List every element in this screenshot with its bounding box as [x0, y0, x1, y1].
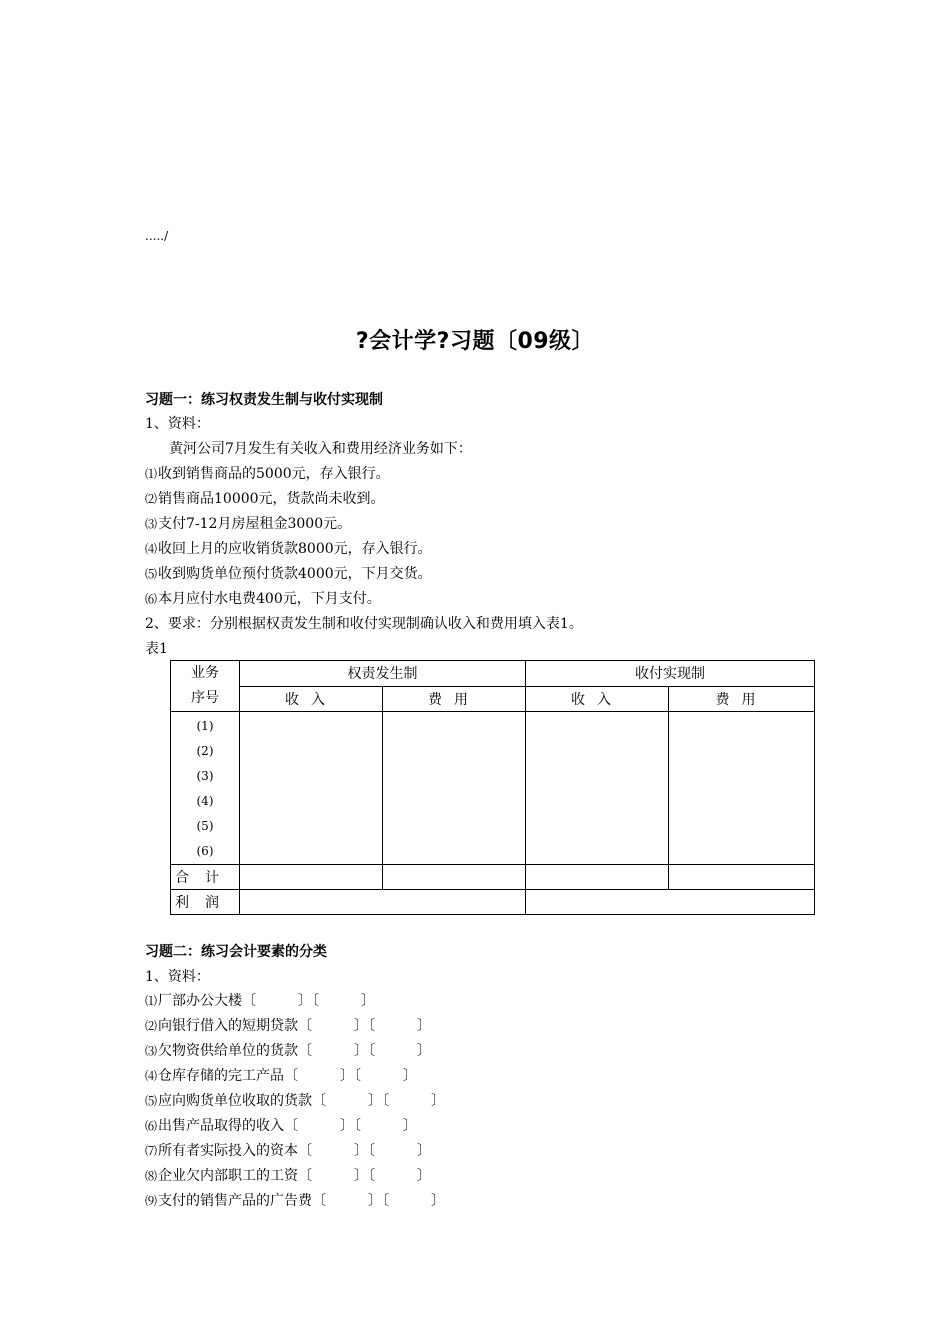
ex2-item [145, 1067, 417, 1085]
accrual-expense-header: 费用 [383, 686, 526, 712]
item-number: ⑶ [145, 1044, 158, 1058]
item-number: ⑵ [145, 492, 158, 506]
item-text: 仓库存储的完工产品 [158, 1068, 285, 1084]
item-text: 所有者实际投入的资本 [158, 1143, 299, 1159]
ex2-item [145, 1167, 431, 1185]
ex2-heading: 习题二：练习会计要素的分类 [145, 944, 327, 960]
answer-blanks[interactable]: 〔 〕〔 〕 [298, 1143, 432, 1159]
ex1-item [145, 515, 351, 533]
page-title: ?会计学?习题〔09级〕 [355, 329, 595, 354]
item-number: ⑷ [145, 542, 158, 556]
ex2-item [145, 1017, 431, 1035]
ex1-heading: 习题一：练习权责发生制与收付实现制 [145, 392, 383, 408]
answer-blanks[interactable]: 〔 〕〔 〕 [284, 1118, 418, 1134]
total-label: 合计 [171, 865, 240, 890]
item-text: 销售商品10000元，货款尚未收到。 [158, 491, 385, 507]
seq-number: (4) [196, 794, 214, 808]
ex1-intro: 黄河公司7月发生有关收入和费用经济业务如下： [169, 441, 472, 457]
item-text: 收到销售商品的5000元，存入银行。 [158, 466, 390, 482]
ex2-material-label: 1、资料： [145, 969, 210, 985]
item-text: 企业欠内部职工的工资 [158, 1168, 299, 1184]
item-text: 收回上月的应收销货款8000元，存入银行。 [158, 541, 432, 557]
item-number: ⑻ [145, 1169, 158, 1183]
accrual-income-cell[interactable] [240, 712, 383, 865]
ex2-item [145, 1092, 445, 1110]
ex2-item [145, 992, 375, 1010]
ex2-item [145, 1042, 431, 1060]
accrual-basis-header: 权责发生制 [240, 661, 526, 687]
accrual-expense-total[interactable] [383, 865, 526, 890]
cash-income-cell[interactable] [526, 712, 669, 865]
ex2-item [145, 1192, 445, 1210]
cash-income-total[interactable] [526, 865, 669, 890]
income-expense-table [170, 660, 815, 915]
answer-blanks[interactable]: 〔 〕〔 〕 [312, 1093, 446, 1109]
seq-number: (1) [196, 719, 214, 733]
accrual-expense-cell[interactable] [383, 712, 526, 865]
ex1-item [145, 490, 385, 508]
ex1-item [145, 565, 432, 583]
seq-list [171, 712, 240, 865]
cash-income-header: 收入 [526, 686, 669, 712]
seq-number: (3) [196, 769, 214, 783]
item-text: 欠物资供给单位的货款 [158, 1043, 299, 1059]
item-text: 出售产品取得的收入 [158, 1118, 285, 1134]
cash-expense-cell[interactable] [669, 712, 815, 865]
ex1-material-label: 1、资料： [145, 416, 210, 432]
item-number: ⑴ [145, 994, 158, 1008]
answer-blanks[interactable]: 〔 〕〔 〕 [298, 1168, 432, 1184]
ex1-requirement: 2、要求：分别根据权责发生制和收付实现制确认收入和费用填入表1。 [145, 616, 583, 632]
item-number: ⑼ [145, 1194, 158, 1208]
accrual-profit[interactable] [240, 890, 526, 915]
item-number: ⑹ [145, 1119, 158, 1133]
ex1-item [145, 540, 432, 558]
item-text: 收到购货单位预付货款4000元，下月交货。 [158, 566, 432, 582]
answer-blanks[interactable]: 〔 〕〔 〕 [298, 1043, 432, 1059]
seq-number: (5) [196, 819, 214, 833]
ex1-item [145, 590, 381, 608]
item-number: ⑴ [145, 467, 158, 481]
accrual-income-header: 收入 [240, 686, 383, 712]
seq-header-line1: 业务 [191, 665, 219, 681]
answer-blanks[interactable]: 〔 〕〔 〕 [242, 993, 376, 1009]
item-text: 应向购货单位收取的货款 [158, 1093, 313, 1109]
accrual-income-total[interactable] [240, 865, 383, 890]
item-number: ⑷ [145, 1069, 158, 1083]
item-number: ⑵ [145, 1019, 158, 1033]
table-label: 表1 [145, 641, 168, 657]
item-text: 向银行借入的短期贷款 [158, 1018, 299, 1034]
seq-number: (2) [196, 744, 214, 758]
item-text: 厂部办公大楼 [158, 993, 243, 1009]
answer-blanks[interactable]: 〔 〕〔 〕 [312, 1193, 446, 1209]
item-number: ⑶ [145, 517, 158, 531]
profit-label: 利润 [171, 890, 240, 915]
item-number: ⑸ [145, 1094, 158, 1108]
ex2-item [145, 1117, 417, 1135]
item-text: 支付7-12月房屋租金3000元。 [158, 516, 352, 532]
seq-number: (6) [196, 844, 214, 858]
cash-expense-header: 费用 [669, 686, 815, 712]
ex1-item [145, 465, 390, 483]
item-number: ⑹ [145, 592, 158, 606]
item-number: ⑸ [145, 567, 158, 581]
item-text: 支付的销售产品的广告费 [158, 1193, 313, 1209]
seq-header [171, 661, 240, 712]
cash-profit[interactable] [526, 890, 815, 915]
item-number: ⑺ [145, 1144, 158, 1158]
answer-blanks[interactable]: 〔 〕〔 〕 [298, 1018, 432, 1034]
cash-expense-total[interactable] [669, 865, 815, 890]
item-text: 本月应付水电费400元，下月支付。 [158, 591, 381, 607]
cash-basis-header: 收付实现制 [526, 661, 815, 687]
seq-header-line2: 序号 [191, 690, 219, 706]
answer-blanks[interactable]: 〔 〕〔 〕 [284, 1068, 418, 1084]
header-mark: ...../ [145, 229, 169, 243]
ex2-item [145, 1142, 431, 1160]
